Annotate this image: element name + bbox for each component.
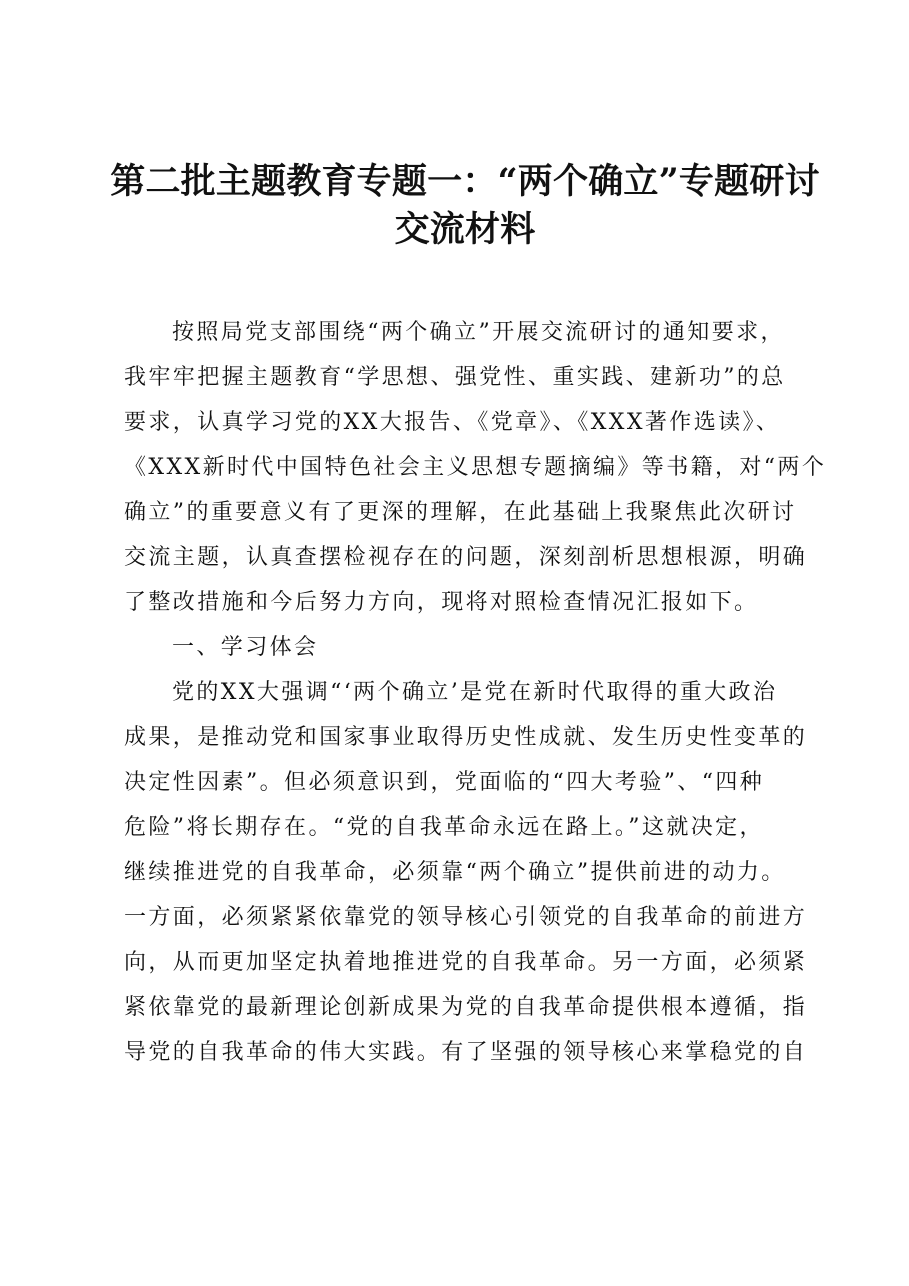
body-paragraph (124, 670, 824, 1075)
document-body (124, 310, 827, 1075)
text-line: 一方面，必须紧紧依靠党的领导核心引领党的自我革命的前进方 (124, 905, 808, 930)
text-line: 了整改措施和今后努力方向，现将对照检查情况汇报如下。 (124, 590, 759, 615)
text-line: 按照局党支部围绕“两个确立”开展交流研讨的通知要求， (172, 320, 785, 345)
text-line: 决定性因素”。但必须意识到，党面临的“四大考验”、“四种 (124, 770, 765, 795)
text-line: 危险”将长期存在。“党的自我革命永远在路上。”这就决定， (124, 815, 764, 840)
text-line: 导党的自我革命的伟大实践。有了坚强的领导核心来掌稳党的自 (124, 1040, 808, 1065)
document-title (100, 158, 830, 254)
text-line: 成果，是推动党和国家事业取得历史性成就、发生历史性变革的 (124, 725, 808, 750)
text-line: 继续推进党的自我革命，必须靠“两个确立”提供前进的动力。 (124, 860, 786, 885)
title-line-1: 第二批主题教育专题一：“两个确立”专题研讨 (110, 161, 820, 202)
text-line: 要求，认真学习党的XX大报告、《党章》、《XXX著作选读》、 (124, 410, 781, 435)
title-line-2: 交流材料 (394, 209, 536, 250)
text-line: 确立”的重要意义有了更深的理解，在此基础上我聚焦此次研讨 (124, 500, 797, 525)
text-line: 《XXX新时代中国特色社会主义思想专题摘编》等书籍，对“两个 (124, 455, 827, 480)
text-line: 党的XX大强调“‘两个确立’是党在新时代取得的重大政治 (172, 680, 778, 705)
text-line: 我牢牢把握主题教育“学思想、强党性、重实践、建新功”的总 (124, 365, 786, 390)
text-line: 向，从而更加坚定执着地推进党的自我革命。另一方面，必须紧 (124, 950, 808, 975)
section-heading (124, 625, 824, 670)
text-line: 交流主题，认真查摆检视存在的问题，深刻剖析思想根源，明确 (124, 545, 808, 570)
section-heading-text: 一、学习体会 (172, 635, 319, 660)
text-line: 紧依靠党的最新理论创新成果为党的自我革命提供根本遵循，指 (124, 995, 808, 1020)
intro-paragraph (124, 310, 827, 625)
